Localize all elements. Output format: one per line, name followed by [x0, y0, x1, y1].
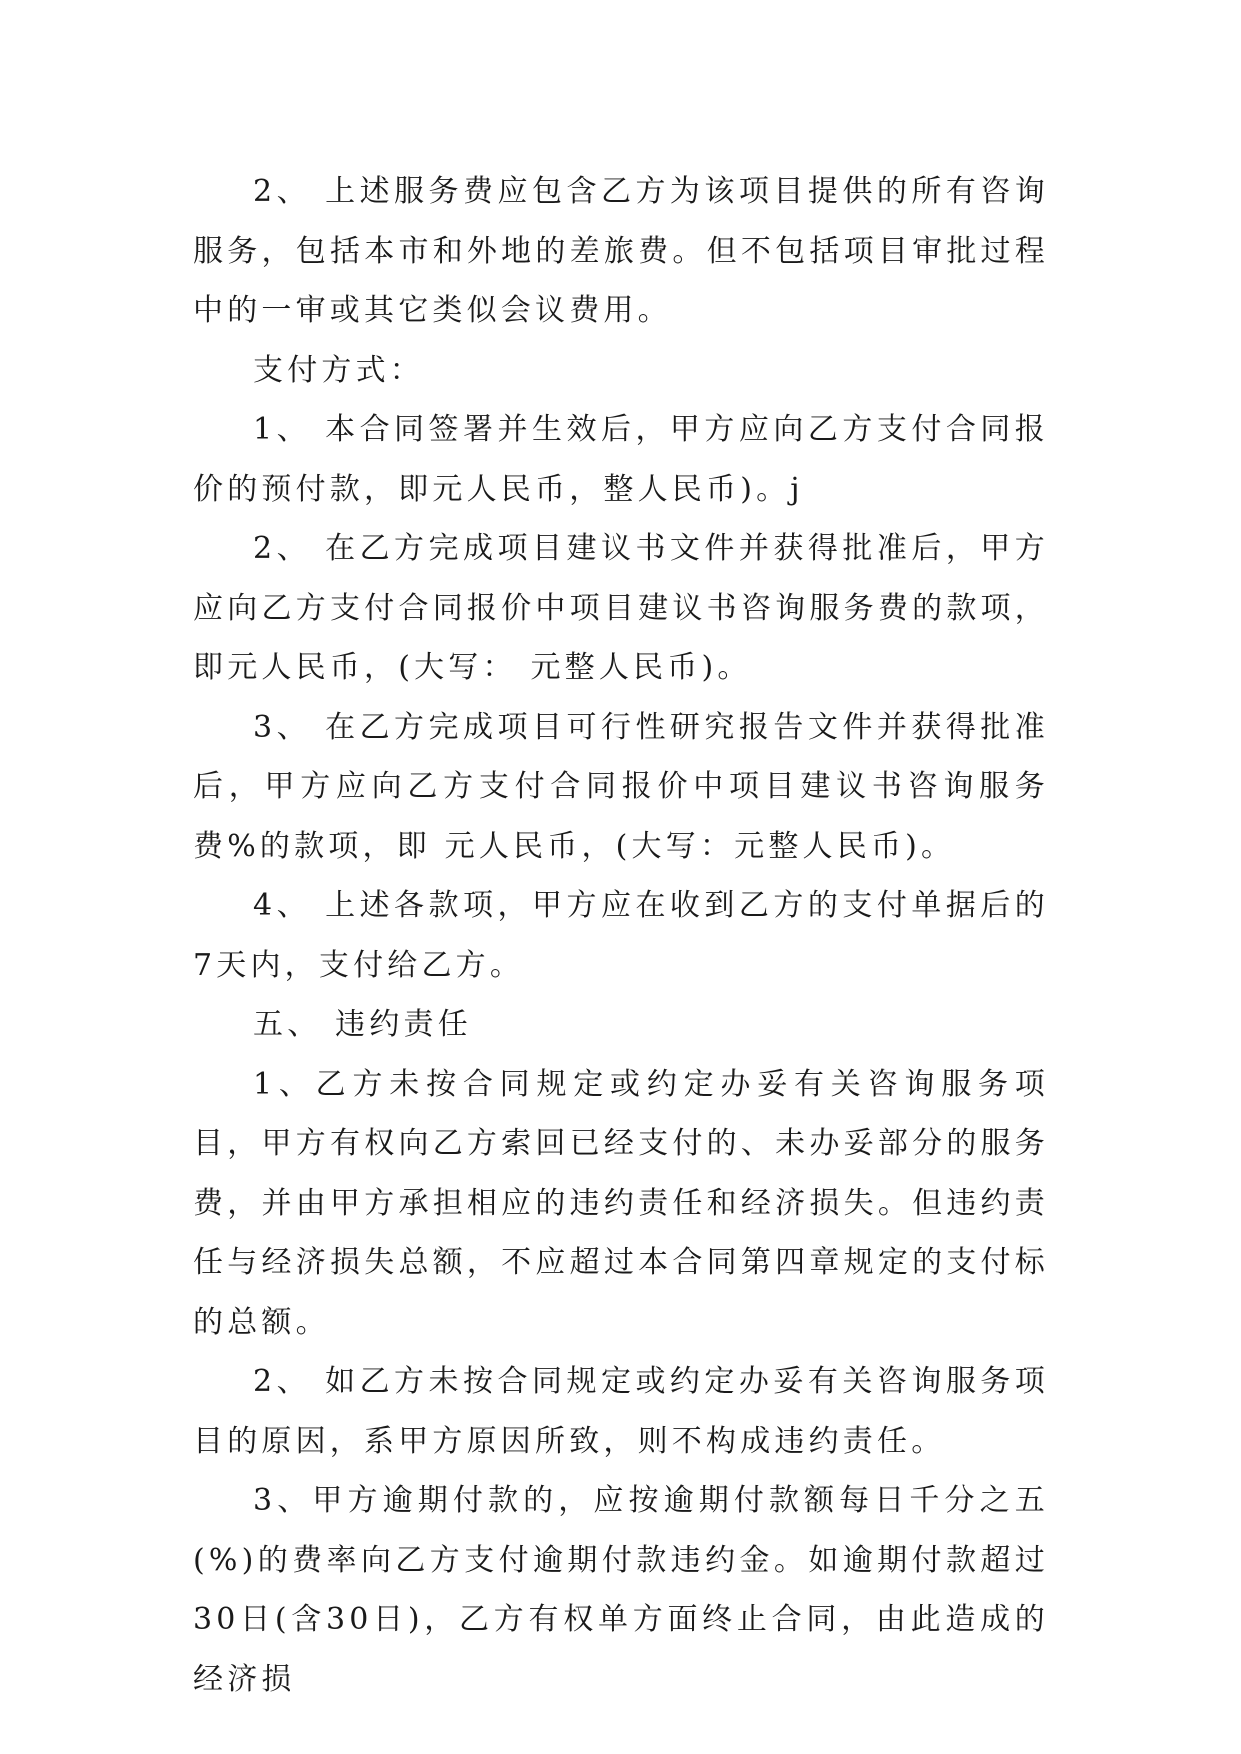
- paragraph-payment-4: 4、 上述各款项，甲方应在收到乙方的支付单据后的7天内，支付给乙方。: [193, 888, 1049, 983]
- paragraph-payment-3: 3、 在乙方完成项目可行性研究报告文件并获得批准后，甲方应向乙方支付合同报价中项目建议书咨询服务费%的款项，即 元人民币，(大写：元整人民币)。: [193, 709, 1049, 864]
- paragraph-payment-1: 1、 本合同签署并生效后，甲方应向乙方支付合同报价的预付款，即元人民币，整人民币)。j: [193, 412, 1049, 507]
- paragraph-breach-3: 3、甲方逾期付款的，应按逾期付款额每日千分之五(%)的费率向乙方支付逾期付款违约金。如逾期付款超过30日(含30日)，乙方有权单方面终止合同，由此造成的经济损: [193, 1483, 1049, 1697]
- paragraph-payment-method-heading: 支付方式：: [253, 352, 424, 388]
- paragraph-service-fee-scope: 2、 上述服务费应包含乙方为该项目提供的所有咨询服务，包括本市和外地的差旅费。但不包括项目审批过程中的一审或其它类似会议费用。: [193, 174, 1049, 328]
- document-body: [193, 162, 1049, 1709]
- paragraph-breach-2: 2、 如乙方未按合同规定或约定办妥有关咨询服务项目的原因，系甲方原因所致，则不构成违约责任。: [193, 1364, 1049, 1459]
- section-heading-breach: 五、 违约责任: [253, 1007, 472, 1042]
- paragraph-breach-1: 1、乙方未按合同规定或约定办妥有关咨询服务项目，甲方有权向乙方索回已经支付的、未办妥部分的服务费，并由甲方承担相应的违约责任和经济损失。但违约责任与经济损失总额，不应超过本合同第四章规定的支付标的总额。: [193, 1066, 1049, 1340]
- paragraph-payment-2: 2、 在乙方完成项目建议书文件并获得批准后，甲方应向乙方支付合同报价中项目建议书咨询服务费的款项，即元人民币，(大写： 元整人民币)。: [193, 531, 1049, 685]
